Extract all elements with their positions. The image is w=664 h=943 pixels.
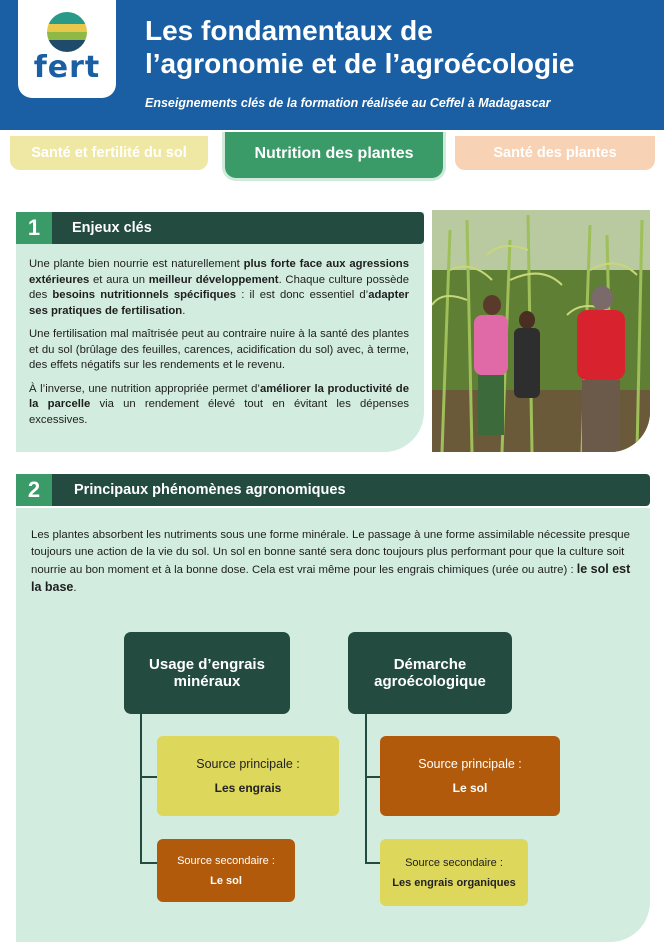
tab-plant-nutrition[interactable]: Nutrition des plantes [222, 132, 446, 181]
section-1-heading: Enjeux clés [72, 220, 152, 236]
right-primary-source-box [380, 736, 560, 816]
left-primary-value: Les engrais [214, 781, 282, 795]
connector-right-primary [365, 776, 381, 778]
section-2-heading: Principaux phénomènes agronomiques [74, 482, 346, 498]
section-2-intro: Les plantes absorbent les nutriments sous une forme minérale. Le passage à une forme assimilable nécessite presque toujours une action de la vie du sol. Un sol en bonne santé sera donc toujours plus performant pour que la culture soit nourrie au bon moment et à la bonne dose. Cela est vrai même pour les engrais chimiques (urée ou autre) : le sol est la base. [31, 529, 631, 594]
page-title [145, 14, 645, 80]
logo-globe-icon [47, 12, 87, 52]
agroecology-box [348, 632, 512, 714]
right-secondary-label: Source secondaire : [405, 856, 503, 869]
right-secondary-value: Les engrais organiques [392, 876, 516, 889]
agroecology-title: Démarche agroécologique [374, 656, 486, 690]
section-1-body [29, 257, 409, 436]
right-secondary-source-box [380, 839, 528, 906]
mineral-fertilizer-box [124, 632, 290, 714]
left-primary-source-box [157, 736, 339, 816]
section-1-number: 1 [16, 212, 52, 244]
left-secondary-value: Le sol [210, 874, 242, 887]
logo [18, 0, 116, 98]
logo-text: fert [33, 50, 101, 85]
section-1-paragraph-3: À l’inverse, une nutrition appropriée permet d’améliorer la productivité de la parcelle via un rendement élevé tout en évitant les dépenses excessives. [29, 382, 410, 426]
section-2-number: 2 [16, 474, 52, 506]
left-secondary-source-box [157, 839, 295, 902]
right-primary-value: Le sol [452, 781, 488, 795]
section-1-paragraph-2: Une fertilisation mal maîtrisée peut au contraire nuire à la santé des plantes et du sol (brûlage des feuilles, carences, acidification du sol) avec, à terme, des effets négatifs sur les rendements et le revenu. [29, 328, 409, 371]
left-primary-label: Source principale : [196, 757, 300, 771]
tab-plant-health[interactable]: Santé des plantes [455, 136, 655, 170]
maize-field-photo [432, 210, 650, 452]
tab-soil-health[interactable]: Santé et fertilité du sol [10, 136, 208, 170]
left-secondary-label: Source secondaire : [177, 854, 275, 867]
connector-left-vertical [140, 714, 142, 862]
title-line-2: l’agronomie et de l’agroécologie [145, 48, 575, 79]
right-primary-label: Source principale : [418, 757, 522, 771]
connector-right-vertical [365, 714, 367, 862]
mineral-fertilizer-title: Usage d’engrais minéraux [149, 656, 265, 690]
connector-left-secondary [140, 862, 158, 864]
page-subtitle: Enseignements clés de la formation réalisée au Ceffel à Madagascar [145, 96, 551, 110]
connector-left-primary [140, 776, 158, 778]
title-line-1: Les fondamentaux de [145, 15, 433, 46]
section-1-paragraph-1: Une plante bien nourrie est naturellement plus forte face aux agressions extérieures et aura un meilleur développement. Chaque culture possède des besoins nutritionnels spécifiques : il est donc essentiel d’adapter ses pratiques de fertilisation. [29, 258, 410, 317]
connector-right-secondary [365, 862, 381, 864]
